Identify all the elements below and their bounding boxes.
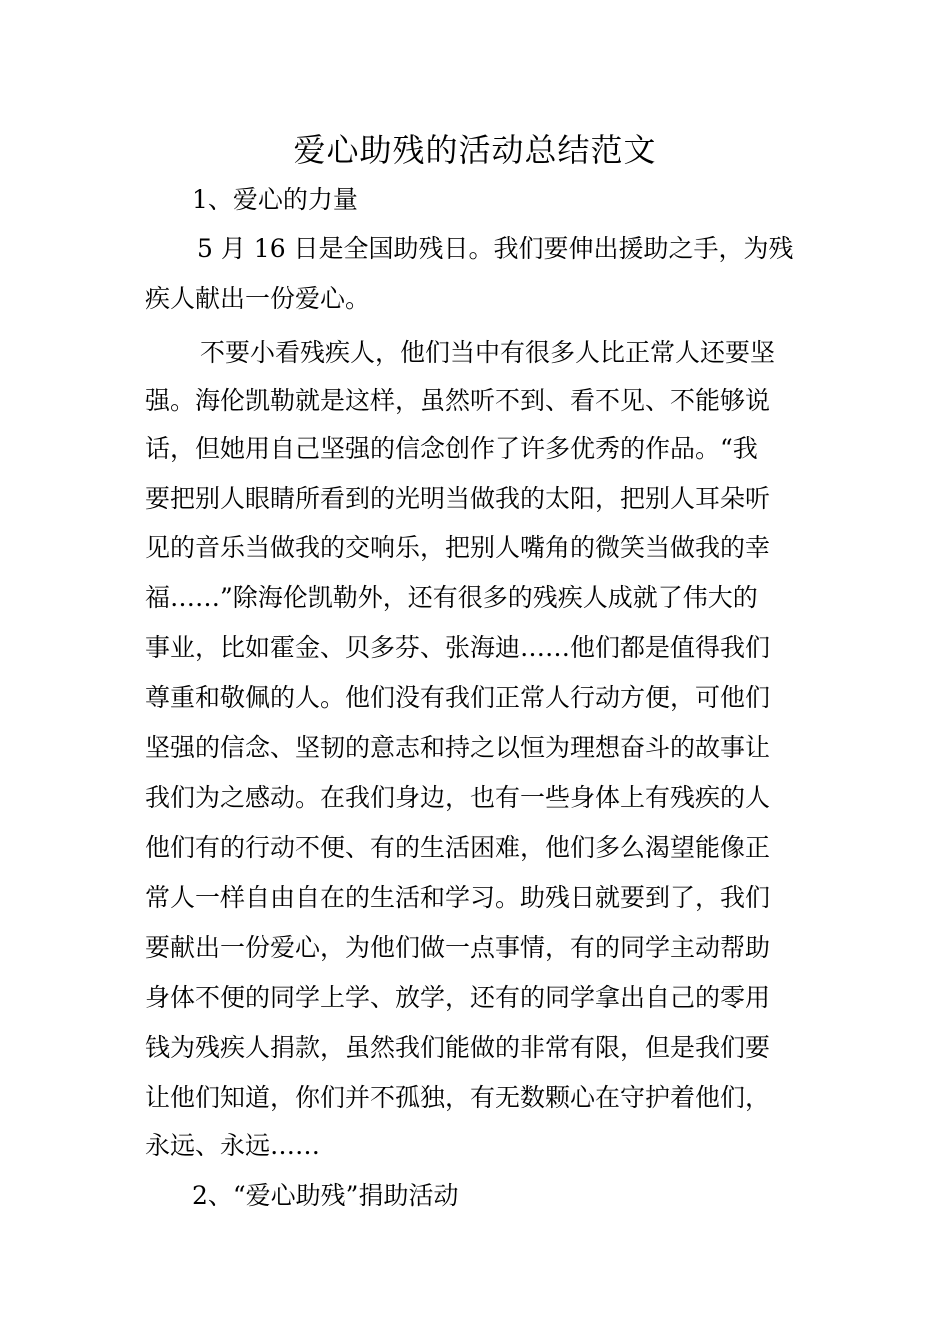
- paragraph-2-line-17: 永远、永远……: [145, 1131, 321, 1160]
- paragraph-2-line-11: 他们有的行动不便、有的生活困难，他们多么渴望能像正: [145, 833, 771, 862]
- paragraph-2-line-2: 强。海伦凯勒就是这样，虽然听不到、看不见、不能够说: [145, 386, 771, 415]
- paragraph-2-line-3: 话，但她用自己坚强的信念创作了许多优秀的作品。“我: [145, 434, 758, 463]
- paragraph-2-line-9: 坚强的信念、坚韧的意志和持之以恒为理想奋斗的故事让: [145, 733, 771, 762]
- section-heading-1: 1、爱心的力量: [192, 185, 358, 214]
- document-title: 爱心助残的活动总结范文: [293, 131, 657, 169]
- paragraph-1-line-2: 疾人献出一份爱心。: [145, 284, 371, 313]
- paragraph-2-line-14: 身体不便的同学上学、放学，还有的同学拿出自己的零用: [145, 983, 771, 1012]
- paragraph-2-line-5: 见的音乐当做我的交响乐，把别人嘴角的微笑当做我的幸: [145, 533, 771, 562]
- paragraph-2-line-12: 常人一样自由自在的生活和学习。助残日就要到了，我们: [145, 883, 771, 912]
- paragraph-1-line-1: 5 月 16 日是全国助残日。我们要伸出援助之手，为残: [197, 234, 794, 263]
- paragraph-2-line-15: 钱为残疾人捐款，虽然我们能做的非常有限，但是我们要: [145, 1033, 771, 1062]
- paragraph-2-line-10: 我们为之感动。在我们身边，也有一些身体上有残疾的人: [145, 783, 771, 812]
- paragraph-2-line-7: 事业，比如霍金、贝多芬、张海迪……他们都是值得我们: [145, 633, 771, 662]
- paragraph-2-line-16: 让他们知道，你们并不孤独，有无数颗心在守护着他们，: [145, 1083, 771, 1112]
- paragraph-2-line-6: 福……”除海伦凯勒外，还有很多的残疾人成就了伟大的: [145, 583, 758, 612]
- paragraph-2-line-4: 要把别人眼睛所看到的光明当做我的太阳，把别人耳朵听: [145, 484, 771, 513]
- paragraph-2-line-13: 要献出一份爱心，为他们做一点事情，有的同学主动帮助: [145, 933, 771, 962]
- paragraph-2-line-1: 不要小看残疾人，他们当中有很多人比正常人还要坚: [200, 338, 776, 367]
- paragraph-2-line-8: 尊重和敬佩的人。他们没有我们正常人行动方便，可他们: [145, 683, 771, 712]
- section-heading-2: 2、“爱心助残”捐助活动: [192, 1181, 459, 1210]
